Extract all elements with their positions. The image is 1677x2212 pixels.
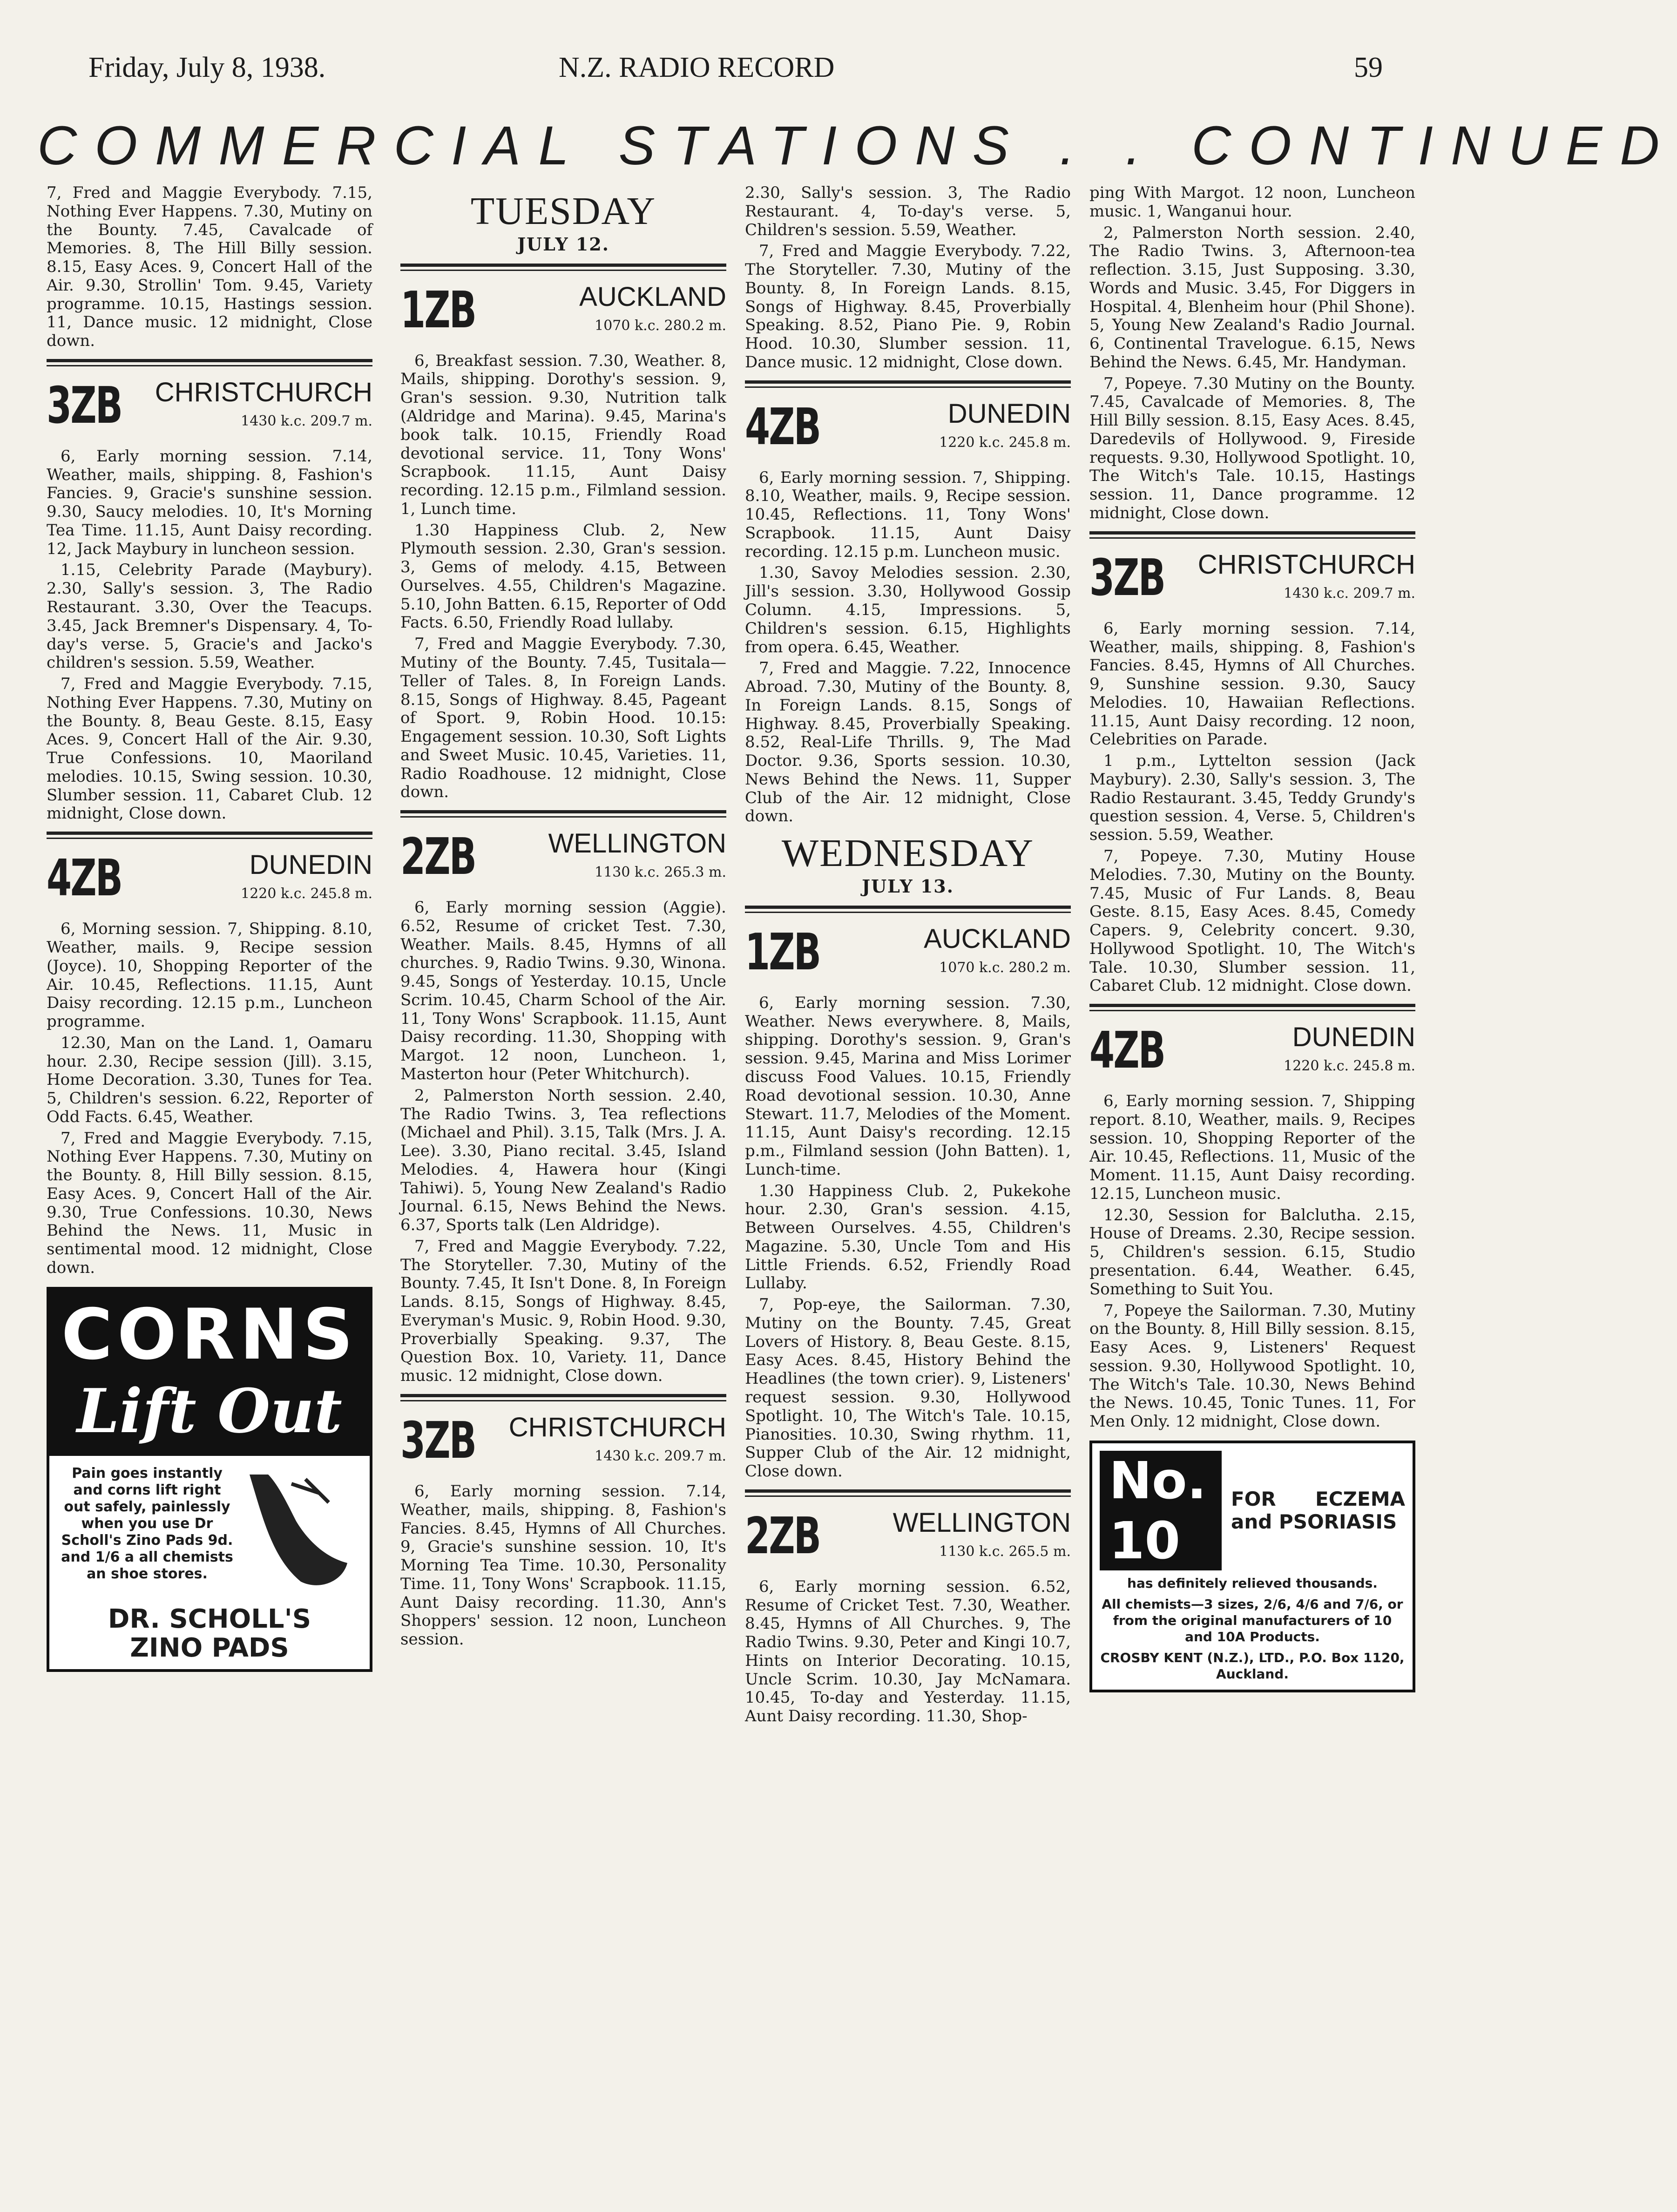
divider [47, 832, 372, 839]
ad-title: CORNS [49, 1290, 370, 1376]
station-frequency: 1070 k.c. 280.2 m. [939, 959, 1071, 976]
column-1 [47, 184, 372, 2186]
program-paragraph: 7, Fred and Maggie Everybody. 7.22, The Storyteller. 7.30, Mutiny of the Bounty. 8, In Foreign Lands. 8.15, Songs of Highway. 8.45, Proverbially Speaking. 8.52, Piano Pie. 9, Robin Hood. 10.30, Slumber session. 11, Dance music. 12 midnight, Close down. [745, 242, 1071, 372]
program-paragraph: 7, Fred and Maggie. 7.22, Innocence Abroad. 7.30, Mutiny of the Bounty. 8, In Foreign Lands. 8.15, Songs of Highway. 8.45, Proverbially Speaking. 8.52, Real-Life Thrills. 9, The Mad Doctor. 9.36, Sports session. 10.30, News Behind the News. 11, Supper Club of the Air. 12 midnight, Close down. [745, 659, 1071, 826]
program-paragraph: 6, Morning session. 7, Shipping. 8.10, Weather, mails. 9, Recipe session (Joyce). 10, Shopping Reporter of the Air. 10.45, Reflections. 11.15, Aunt Daisy recording. 12.15 p.m., Luncheon programme. [47, 920, 372, 1031]
divider [1089, 531, 1415, 539]
ad-text: Pain goes instantly and corns lift right out safely, painlessly when you use Dr Scholl's Zino Pads 9d. and 1/6 a all chemists an shoe stores. [61, 1465, 233, 1583]
station-header-3zb [400, 1408, 726, 1478]
program-paragraph: 6, Early morning session. 7.30, Weather. News everywhere. 8, Mails, shipping. Dorothy's session. 9, Gran's session. 9.45, Marina and Miss Lorimer discuss Food Values. 10.15, Friendly Road devotional session. 10.30, Anne Stewart. 11.7, Melodies of the Moment. 11.15, Aunt Daisy's recording. 12.15 p.m., Filmland session (John Batten). 1, Lunch-time. [745, 993, 1071, 1179]
station-header-3zb [47, 373, 372, 443]
eczema-advertisement [1089, 1441, 1415, 1692]
program-paragraph: 1.30, Savoy Melodies session. 2.30, Jill's session. 3.30, Hollywood Gossip Column. 4.15, Impressions. 5, Children's session. 6.15, Highlights from opera. 6.45, Weather. [745, 563, 1071, 656]
program-paragraph: 12.30, Session for Balclutha. 2.15, House of Dreams. 2.30, Recipe session. 5, Children's session. 6.15, Studio presentation. 6.44, Weather. 6.45, Something to Suit You. [1089, 1205, 1415, 1299]
program-paragraph: 6, Early morning session. 7, Shipping report. 8.10, Weather, mails. 9, Recipes session. 10, Shopping Reporter of the Air. 10.45, Reflections. 11, Music of the Moment. 11.15, Aunt Daisy recording. 12.15, Luncheon music. [1089, 1092, 1415, 1203]
ad-line: has definitely relieved thousands. [1127, 1576, 1378, 1591]
ad-top [1100, 1451, 1405, 1570]
divider [745, 906, 1071, 913]
program-paragraph: 1.30 Happiness Club. 2, Pukekohe hour. 2.30, Gran's session. 4.15, Between Ourselves. 4.55, Children's Magazine. 5.30, Uncle Tom and His Little Friends. 6.52, Friendly Road Lullaby. [745, 1181, 1071, 1293]
divider [745, 1489, 1071, 1497]
station-header-2zb [745, 1503, 1071, 1573]
page-header [88, 51, 1383, 93]
ad-headline: FOR ECZEMA and PSORIASIS [1231, 1488, 1405, 1533]
program-paragraph: 6, Early morning session. 6.52, Resume of Cricket Test. 7.30, Weather. 8.45, Hymns of All Churches. 9, The Radio Twins. 9.30, Peter and Kingi 10.7, Hints on Interior Decorating. 10.15, Uncle Scrim. 10.30, Jay McNamara. 10.45, To-day and Yesterday. 11.15, Aunt Daisy recording. 11.30, Shop- [745, 1577, 1071, 1726]
program-paragraph: 2, Palmerston North session. 2.40, The Radio Twins. 3, Afternoon-tea reflection. 3.15, Just Supposing. 3.30, Words and Music. 3.45, For Diggers in Hospital. 4, Blenheim hour (Phil Shone). 5, Young New Zealand's Radio Journal. 6, Continental Travelogue. 6.15, News Behind the News. 6.45, Mr. Handyman. [1089, 223, 1415, 372]
station-frequency: 1220 k.c. 245.8 m. [241, 886, 372, 902]
program-paragraph: 7, Fred and Maggie Everybody. 7.22, The Storyteller. 7.30, Mutiny of the Bounty. 7.45, It Isn't Done. 8, In Foreign Lands. 8.15, Songs of Highway. 8.45, Everyman's Music. 9, Robin Hood. 9.30, Proverbially Speaking. 9.37, The Question Box. 10, Variety. 11, Dance music. 12 midnight, Close down. [400, 1237, 726, 1386]
program-paragraph: 7, Fred and Maggie Everybody. 7.15, Nothing Ever Happens. 7.30, Mutiny on the Bounty. 8, Hill Billy session. 8.15, Easy Aces. 9, Concert Hall of the Air. 9.30, True Confessions. 10.30, News Behind the News. 11, Music in sentimental mood. 12 midnight, Close down. [47, 1129, 372, 1277]
program-paragraph: 6, Early morning session. 7, Shipping. 8.10, Weather, mails. 9, Recipe session. 10.45, Reflections. 11, Tony Wons' Scrapbook. 11.15, Aunt Daisy recording. 12.15 p.m. Luncheon music. [745, 468, 1071, 561]
program-paragraph: 7, Popeye. 7.30 Mutiny on the Bounty. 7.45, Cavalcade of Memories. 8, The Hill Billy session. 8.15, Easy Aces. 8.45, Daredevils of Hollywood. 9, Fireside requests. 9.30, Hollywood Spotlight. 10, The Witch's Tale. 10.15, Hastings session. 11, Dance programme. 12 midnight, Close down. [1089, 374, 1415, 523]
station-frequency: 1130 k.c. 265.3 m. [595, 864, 726, 881]
station-callsign: 3ZB [1089, 548, 1165, 607]
station-frequency: 1220 k.c. 245.8 m. [939, 434, 1071, 451]
program-paragraph: 6, Early morning session. 7.14, Weather, mails, shipping. 8, Fashion's Fancies. 9, Gracie's sunshine session. 9.30, Saucy melodies. 10, It's Morning Tea Time. 11.15, Aunt Daisy recording. 12, Jack Maybury in luncheon session. [47, 446, 372, 558]
brand-line: ZINO PADS [130, 1632, 289, 1663]
program-paragraph: 2, Palmerston North session. 2.40, The Radio Twins. 3, Tea reflections (Michael and Phil). 3.15, Talk (Mrs. J. A. Lee). 3.30, Piano recital. 3.45, Island Melodies. 4, Hawera hour (Kingi Tahiwi). 5, Young New Zealand's Radio Journal. 6.15, News Behind the News. 6.37, Sports talk (Len Aldridge). [400, 1086, 726, 1235]
station-callsign: 4ZB [745, 398, 820, 456]
station-city: AUCKLAND [579, 281, 726, 312]
ad-line: All chemists—3 sizes, 2/6, 4/6 and 7/6, or from the original manufacturers of 10 and 10A Products. [1102, 1596, 1403, 1645]
station-header-2zb [400, 824, 726, 894]
station-header-1zb [745, 920, 1071, 989]
station-callsign: 4ZB [1089, 1021, 1165, 1080]
station-city: DUNEDIN [1292, 1022, 1415, 1053]
station-frequency: 1070 k.c. 280.2 m. [595, 317, 726, 334]
day-date: JULY 12. [517, 234, 609, 255]
program-paragraph: 7, Fred and Maggie Everybody. 7.15, Nothing Ever Happens. 7.30, Mutiny on the Bounty. 7.45, Cavalcade of Memories. 8, The Hill Billy session. 8.15, Easy Aces. 9, Concert Hall of the Air. 9.30, Strollin' Tom. 9.45, Variety programme. 10.15, Hastings session. 11, Dance music. 12 midnight, Close down. [47, 183, 372, 351]
ad-body [49, 1456, 370, 1605]
column-2 [400, 184, 726, 2186]
divider [400, 1394, 726, 1401]
day-date: JULY 13. [862, 876, 954, 897]
section-banner: COMMERCIAL STATIONS . . CONTINUED [37, 115, 1677, 176]
station-callsign: 2ZB [400, 828, 476, 886]
divider [1089, 1004, 1415, 1011]
day-name: WEDNESDAY [781, 832, 1035, 875]
station-header-4zb [47, 846, 372, 915]
station-callsign: 3ZB [400, 1412, 476, 1470]
station-callsign: 4ZB [47, 849, 122, 908]
station-city: WELLINGTON [548, 828, 726, 859]
program-paragraph: 1.15, Celebrity Parade (Maybury). 2.30, Sally's session. 3, The Radio Restaurant. 3.30, Over the Teacups. 3.45, Jack Bremner's Dispensary. 4, To-day's verse. 5, Gracie's and Jacko's children's session. 5.59, Weather. [47, 561, 372, 672]
column-4 [1089, 184, 1415, 2186]
divider [47, 359, 372, 366]
station-callsign: 1ZB [400, 281, 476, 339]
station-callsign: 1ZB [745, 923, 820, 981]
station-header-1zb [400, 277, 726, 347]
station-city: CHRISTCHURCH [1197, 549, 1415, 580]
issue-date: Friday, July 8, 1938. [88, 52, 326, 83]
station-callsign: 3ZB [47, 376, 122, 435]
station-frequency: 1130 k.c. 265.5 m. [939, 1543, 1071, 1560]
page-number: 59 [1354, 52, 1383, 83]
station-city: WELLINGTON [893, 1507, 1071, 1538]
brand-line: DR. SCHOLL'S [108, 1604, 311, 1635]
program-paragraph: 1 p.m., Lyttelton session (Jack Maybury). 2.30, Sally's session. 3, The Radio Restaurant. 3.45, Teddy Grundy's question session. 4, Verse. 5, Children's session. 5.59, Weather. [1089, 751, 1415, 845]
program-paragraph: 6, Early morning session. 7.14, Weather, mails, shipping. 8, Fashion's Fancies. 8.45, Hymns of All Churches. 9, Sunshine session. 9.30, Saucy Melodies. 10, Hawaiian Reflections. 11.15, Aunt Daisy recording. 12 noon, Celebrities on Parade. [1089, 619, 1415, 749]
station-city: CHRISTCHURCH [155, 377, 372, 407]
ad-product-number: No. 10 [1100, 1451, 1222, 1570]
foot-icon [236, 1465, 357, 1596]
day-heading-tuesday [400, 189, 726, 255]
station-frequency: 1430 k.c. 209.7 m. [1284, 585, 1415, 602]
program-paragraph: 1.30 Happiness Club. 2, New Plymouth session. 2.30, Gran's session. 3, Gems of melody. 4.15, Between Ourselves. 4.55, Children's Magazine. 5.10, John Batten. 6.15, Reporter of Odd Facts. 6.50, Friendly Road lullaby. [400, 521, 726, 632]
station-frequency: 1220 k.c. 245.8 m. [1284, 1058, 1415, 1075]
station-callsign: 2ZB [745, 1507, 820, 1565]
ad-subtitle: Lift Out [49, 1376, 370, 1456]
program-paragraph: 6, Early morning session. 7.14, Weather, mails, shipping. 8, Fashion's Fancies. 8.45, Hymns of All Churches. 9, Gracie's sunshine session. 10, It's Morning Tea Time. 10.30, Personality Time. 11, Tony Wons' Scrapbook. 11.15, Aunt Daisy recording. 11.30, Ann's Shoppers' session. 12 noon, Luncheon session. [400, 1482, 726, 1649]
divider [400, 264, 726, 271]
ad-address: CROSBY KENT (N.Z.), LTD., P.O. Box 1120, Auckland. [1100, 1650, 1405, 1682]
program-paragraph: 7, Fred and Maggie Everybody. 7.15, Nothing Ever Happens. 7.30, Mutiny on the Bounty. 8, Beau Geste. 8.15, Easy Aces. 9, Concert Hall of the Air. 9.30, True Confessions. 10, Maoriland melodies. 10.15, Swing session. 10.30, Slumber session. 11, Cabaret Club. 12 midnight, Close down. [47, 675, 372, 823]
ad-brand [49, 1605, 370, 1669]
station-city: CHRISTCHURCH [508, 1412, 726, 1442]
publication-title: N.Z. RADIO RECORD [559, 52, 835, 83]
station-header-4zb [1089, 1018, 1415, 1088]
station-city: AUCKLAND [924, 923, 1071, 954]
program-paragraph: 7, Pop-eye, the Sailorman. 7.30, Mutiny on the Bounty. 7.45, Great Lovers of History. 8, Beau Geste. 8.15, Easy Aces. 8.45, History Behind the Headlines (the town crier). 9, Listeners' request session. 9.30, Hollywood Spotlight. 10, The Witch's Tale. 10.15, Pianosities. 10.30, Swing rhythm. 11, Supper Club of the Air. 12 midnight, Close down. [745, 1295, 1071, 1481]
program-paragraph: 7, Popeye the Sailorman. 7.30, Mutiny on the Bounty. 8, Hill Billy session. 8.15, Easy Aces. 9, Listeners' Request session. 9.30, Hollywood Spotlight. 10, The Witch's Tale. 10.30, News Behind the News. 10.45, Tonic Tunes. 11, For Men Only. 12 midnight, Close down. [1089, 1301, 1415, 1431]
divider [745, 380, 1071, 388]
program-paragraph: 2.30, Sally's session. 3, The Radio Restaurant. 4, To-day's verse. 5, Children's session. 5.59, Weather. [745, 183, 1071, 239]
station-frequency: 1430 k.c. 209.7 m. [595, 1448, 726, 1464]
program-paragraph: 7, Popeye. 7.30, Mutiny House Melodies. 7.30, Mutiny on the Bounty. 7.45, Music of Fur Lands. 8, Beau Geste. 8.15, Easy Aces. 8.45, Comedy Capers. 9, Celebrity concert. 9.30, Hollywood Spotlight. 10, The Witch's Tale. 10.30, Slumber session. 11, Cabaret Club. 12 midnight. Close down. [1089, 846, 1415, 995]
program-paragraph: 6, Early morning session (Aggie). 6.52, Resume of cricket Test. 7.30, Weather. Mails. 8.45, Hymns of all churches. 9, Radio Twins. 9.30, Winona. 9.45, Songs of Yesterday. 10.15, Uncle Scrim. 10.45, Charm School of the Air. 11, Tony Wons' Scrapbook. 11.15, Aunt Daisy recording. 11.30, Shopping with Margot. 12 noon, Luncheon. 1, Masterton hour (Peter Whitchurch). [400, 898, 726, 1083]
corns-advertisement [47, 1287, 372, 1672]
program-paragraph: ping With Margot. 12 noon, Luncheon music. 1, Wanganui hour. [1089, 183, 1415, 221]
program-paragraph: 6, Breakfast session. 7.30, Weather. 8, Mails, shipping. Dorothy's session. 9, Gran's session. 9.30, Nutrition talk (Aldridge and Marina). 9.45, Marina's book talk. 10.15, Friendly Road devotional service. 11, Tony Wons' Scrapbook. 11.15, Aunt Daisy recording. 12.15 p.m., Filmland session. 1, Lunch time. [400, 351, 726, 518]
program-paragraph: 7, Fred and Maggie Everybody. 7.30, Mutiny of the Bounty. 7.45, Tusitala—Teller of Tales. 8, In Foreign Lands. 8.15, Songs of Highway. 8.45, Pageant of Sport. 9, Robin Hood. 10.15: Engagement session. 10.30, Soft Lights and Sweet Music. 10.45, Varieties. 11, Radio Roadhouse. 12 midnight, Close down. [400, 635, 726, 802]
station-city: DUNEDIN [947, 398, 1071, 429]
column-3 [745, 184, 1071, 2186]
day-name: TUESDAY [470, 189, 656, 233]
station-frequency: 1430 k.c. 209.7 m. [241, 413, 372, 429]
station-city: DUNEDIN [249, 850, 372, 880]
day-heading-wednesday [745, 831, 1071, 897]
station-header-4zb [745, 394, 1071, 464]
program-paragraph: 12.30, Man on the Land. 1, Oamaru hour. 2.30, Recipe session (Jill). 3.15, Home Decoration. 3.30, Tunes for Tea. 5, Children's session. 6.22, Reporter of Odd Facts. 6.45, Weather. [47, 1033, 372, 1126]
station-header-3zb [1089, 545, 1415, 615]
divider [400, 810, 726, 818]
